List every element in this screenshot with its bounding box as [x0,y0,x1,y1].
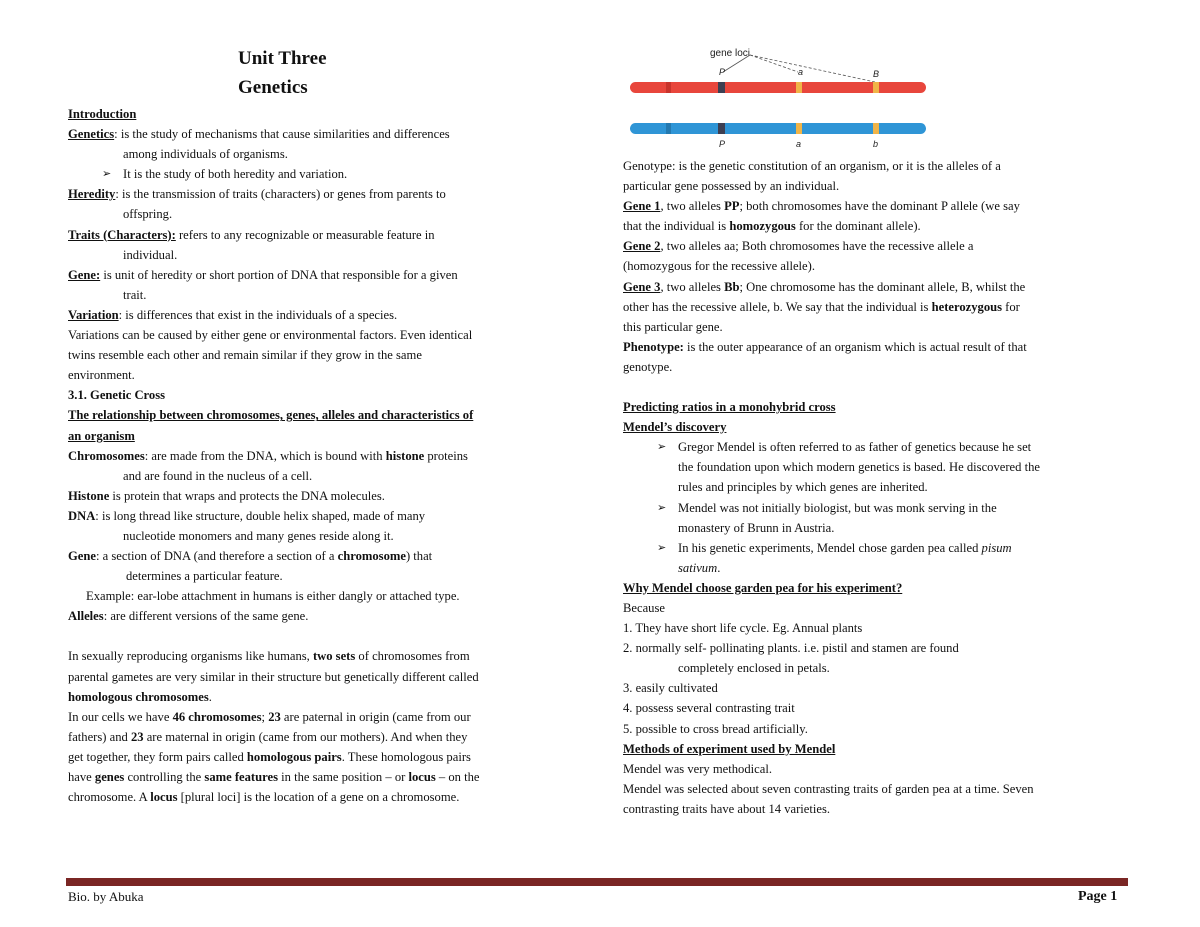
b3-line1: In his genetic experiments, Mendel chose garden pea called [678,540,982,555]
paragraph-a-line2: parental gametes are very similar in their structure but genetically different called [68,669,479,684]
chromosome-word: chromosome [337,549,406,564]
left-column [68,104,568,807]
dna-def-cont: nucleotide monomers and many genes reside along it. [123,528,394,543]
gene1-a: , two alleles [660,199,725,214]
phenotype-term: Phenotype: [623,339,684,354]
page-title-topic: Genetics [238,77,308,98]
pb1-c: ; [261,709,269,724]
gene2-definition [68,546,568,566]
mendel-bullet-3 [623,538,1123,558]
arrow-bullet-icon: ➢ [102,168,112,181]
gene2-def-cont: determines a particular feature. [126,569,283,584]
spacer [68,626,568,646]
b1-line1: Gregor Mendel is often referred to as father of genetics because he set [678,440,1032,455]
pb1-bold2: 23 [268,709,281,724]
gene2-line2: (homozygous for the recessive allele). [623,259,815,274]
sativum-italic: sativum [678,560,718,575]
gene3-2a: other has the recessive allele, b. We say that the individual is [623,299,932,314]
gene1-c: ; both chromosomes have the dominant P allele (we say [739,199,1020,214]
genotype-line2: particular gene possessed by an individual. [623,179,840,194]
genetics-term: Genetics [68,127,115,142]
variation-term: Variation [68,307,119,322]
b2-line1: Mendel was not initially biologist, but was monk serving in the [678,500,997,515]
gene1-pp: PP [724,199,740,214]
reason-2: 2. normally self- pollinating plants. i.e. pistil and stamen are found [623,641,959,656]
b3-end: . [717,560,721,575]
paragraph-a-line3 [68,687,568,707]
pb3-a: get together, they form pairs called [68,749,247,764]
heredity-definition [68,184,568,204]
paternal-locus-p [718,123,725,134]
page-title-unit: Unit Three [238,48,327,69]
gene3-line3: this particular gene. [623,319,723,334]
variation-para-line2: twins resemble each other and remain similar if they grow in the same [68,348,422,363]
pa3-end: . [208,689,212,704]
because-line: Because [623,600,665,615]
pb2-bold: 23 [130,729,144,744]
section-heading [68,385,568,405]
genetics-def-cont: among individuals of organisms. [123,147,288,162]
arrow-bullet-icon: ➢ [657,541,667,554]
reason-3: 3. easily cultivated [623,681,718,696]
methods-line2: Mendel was selected about seven contrasting traits of garden pea at a time. Seven [623,781,1034,796]
methods-heading: Methods of experiment used by Mendel [623,741,836,756]
footer-author: Bio. by Abuka [68,889,144,904]
pb4-bold1: genes [94,770,125,784]
gene2-line1 [623,236,1123,256]
gene1-2c: for the dominant allele). [795,219,921,234]
maternal-locus-p [718,82,725,93]
chromosomes-def-cont: and are found in the nucleus of a cell. [123,468,313,483]
gene3-line2 [623,297,1123,317]
mendel-bullet-1-line2: the foundation upon which modern genetics is based. He discovered the [678,460,1040,475]
phenotype-def: is the outer appearance of an organism which is actual result of that [683,339,1027,354]
gene1-line1 [623,196,1123,216]
pointer-line-b [750,55,875,82]
pb4-bold3: locus [408,770,436,784]
alleles-def: : are different versions of the same gene. [103,609,309,624]
paternal-centromere [666,123,671,134]
maternal-centromere [666,82,671,93]
gene3-line1 [623,277,1123,297]
section-title: 3.1. Genetic Cross [68,388,166,403]
page-number: Page 1 [1078,889,1118,904]
predicting-heading: Predicting ratios in a monohybrid cross [623,400,836,415]
bottom-label-p: P [719,139,726,149]
pb5-c: [plural loci] is the location of a gene on a chromosome. [177,790,460,805]
traits-term: Traits (Characters): [68,227,176,242]
chromosomes-term: Chromosomes [68,448,145,463]
phenotype-line1 [623,337,1123,357]
mendel-bullet-2-line2: monastery of Brunn in Austria. [678,520,835,535]
histone-def: is protein that wraps and protects the DNA molecules. [109,488,385,503]
paragraph-b-line5 [68,787,568,807]
homologous-chromosomes-bold: homologous chromosomes [68,689,209,704]
histone-term: Histone [68,488,110,503]
pb4-g: – on the [435,770,480,784]
pb4-c: controlling the [124,770,205,784]
example-line: Example: ear-lobe attachment in humans is either dangly or attached type. [86,589,460,604]
dna-def: : is long thread like structure, double helix shaped, made of many [95,508,426,523]
paragraph-a-line1 [68,646,568,666]
paternal-chromosome [630,123,926,134]
pb1-d: are paternal in origin (came from our [280,709,471,724]
dna-term: DNA [68,508,96,523]
histone-definition [68,486,568,506]
spacer [623,377,1123,397]
gene1-term: Gene 1 [623,199,661,214]
two-sets-bold: two sets [312,649,356,664]
genotype-line1: Genotype: is the genetic constitution of an organism, or it is the alleles of a [623,159,1001,173]
chromosomes-definition [68,446,568,466]
pb5-bold: locus [150,790,178,805]
pb3-bold: homologous pairs [246,749,342,764]
gene-definition [68,265,568,285]
mendel-bullet-3-line2 [623,558,1123,578]
mendel-bullet-2 [623,498,1123,518]
chromosomes-def-end: proteins [424,448,468,463]
arrow-bullet-icon: ➢ [657,501,667,514]
reason-1: 1. They have short life cycle. Eg. Annual plants [623,621,863,636]
chromosome-gene-loci-figure [620,42,940,154]
intro-heading: Introduction [68,107,137,121]
paternal-locus-b [873,123,879,134]
maternal-chromosome [630,82,926,93]
methods-line3: contrasting traits have about 14 varieties. [623,801,831,816]
traits-def-cont: individual. [123,247,178,262]
reason-4: 4. possess several contrasting trait [623,701,795,716]
variation-def: : is differences that exist in the individuals of a species. [118,307,398,322]
bottom-label-a: a [796,139,802,149]
top-label-p: P [719,67,726,77]
paternal-locus-a [796,123,802,134]
mendel-bullet-1-line3: rules and principles by which genes are inherited. [678,480,928,495]
gene2-term: Gene [68,549,96,564]
pb4-a: have [68,770,95,784]
pb1-a: In our cells we have [68,709,173,724]
top-label-a: a [798,67,804,77]
gene2-def: : a section of DNA (and therefore a section of a [95,549,338,564]
paragraph-b-line1 [68,707,568,727]
gene1-2a: that the individual is [623,219,730,234]
gene3-a: , two alleles [660,279,725,294]
traits-definition [68,225,568,245]
genetics-definition [68,124,568,144]
gene3-2c: for [1002,299,1020,314]
traits-def: refers to any recognizable or measurable feature in [175,227,435,242]
pa1-text: In sexually reproducing organisms like humans, [68,649,313,664]
gene2-term: Gene 2 [623,239,661,254]
pisum-italic: pisum [981,540,1012,555]
histone-word: histone [385,448,425,463]
paragraph-b-line2 [68,727,568,747]
right-column [623,156,1123,819]
heredity-term: Heredity [68,187,116,202]
reason-2-cont: completely enclosed in petals. [678,661,830,676]
maternal-locus-b [873,82,879,93]
pb4-e: in the same position – or [277,770,409,784]
mendel-bullet-1 [623,437,1123,457]
why-pea-heading: Why Mendel choose garden pea for his experiment? [623,580,903,595]
arrow-bullet-icon: ➢ [657,441,667,454]
genetics-def: : is the study of mechanisms that cause similarities and differences [114,127,450,142]
pb2-a: fathers) and [68,729,131,744]
genetics-bullet-text: It is the study of both heredity and variation. [123,167,348,182]
genetics-bullet [68,164,568,184]
alleles-definition [68,606,568,626]
variation-para-line3: environment. [68,368,135,383]
alleles-term: Alleles [68,609,104,624]
methods-line1: Mendel was very methodical. [623,761,772,776]
pb2-c: are maternal in origin (came from our mothers). And when they [143,729,468,744]
gene-term: Gene: [68,267,101,282]
maternal-locus-a [796,82,802,93]
pb3-c: . These homologous pairs [341,749,471,764]
homozygous-bold: homozygous [729,219,796,234]
gene1-line2 [623,216,1123,236]
pa1-end: of chromosomes from [355,649,470,664]
pb1-bold1: 46 chromosomes [172,709,262,724]
heredity-def: : is the transmission of traits (characters) or genes from parents to [115,187,446,202]
gene-def-cont: trait. [123,287,147,302]
gene-def: is unit of heredity or short portion of DNA that responsible for a given [100,267,458,282]
gene2-def-end: ) that [405,549,433,564]
variation-definition [68,305,568,325]
relationship-heading-line1: The relationship between chromosomes, genes, alleles and characteristics of [68,408,474,423]
paragraph-b-line4 [68,767,568,787]
heredity-def-cont: offspring. [123,207,173,222]
phenotype-line2: genotype. [623,359,673,374]
gene3-c: ; One chromosome has the dominant allele, B, whilst the [739,279,1026,294]
heterozygous-bold: heterozygous [931,299,1003,314]
bottom-label-b: b [873,139,879,149]
mendel-discovery-heading: Mendel’s discovery [623,420,727,435]
gene3-bb: Bb [724,279,740,294]
pb5-a: chromosome. A [68,790,151,805]
paragraph-b-line3 [68,747,568,767]
pb4-bold2: same features [204,770,278,784]
reason-5: 5. possible to cross bread artificially. [623,721,808,736]
top-label-b: B [873,69,880,79]
gene3-term: Gene 3 [623,279,661,294]
footer-rule [66,878,1128,886]
relationship-heading-line2: an organism [68,428,135,443]
dna-definition [68,506,568,526]
variation-para-line1: Variations can be caused by either gene or environmental factors. Even identical [68,328,473,343]
gene-loci-label: gene loci [710,48,751,59]
chromosomes-def: : are made from the DNA, which is bound with [144,448,386,463]
gene2-a: , two alleles aa; Both chromosomes have the recessive allele a [660,239,974,254]
